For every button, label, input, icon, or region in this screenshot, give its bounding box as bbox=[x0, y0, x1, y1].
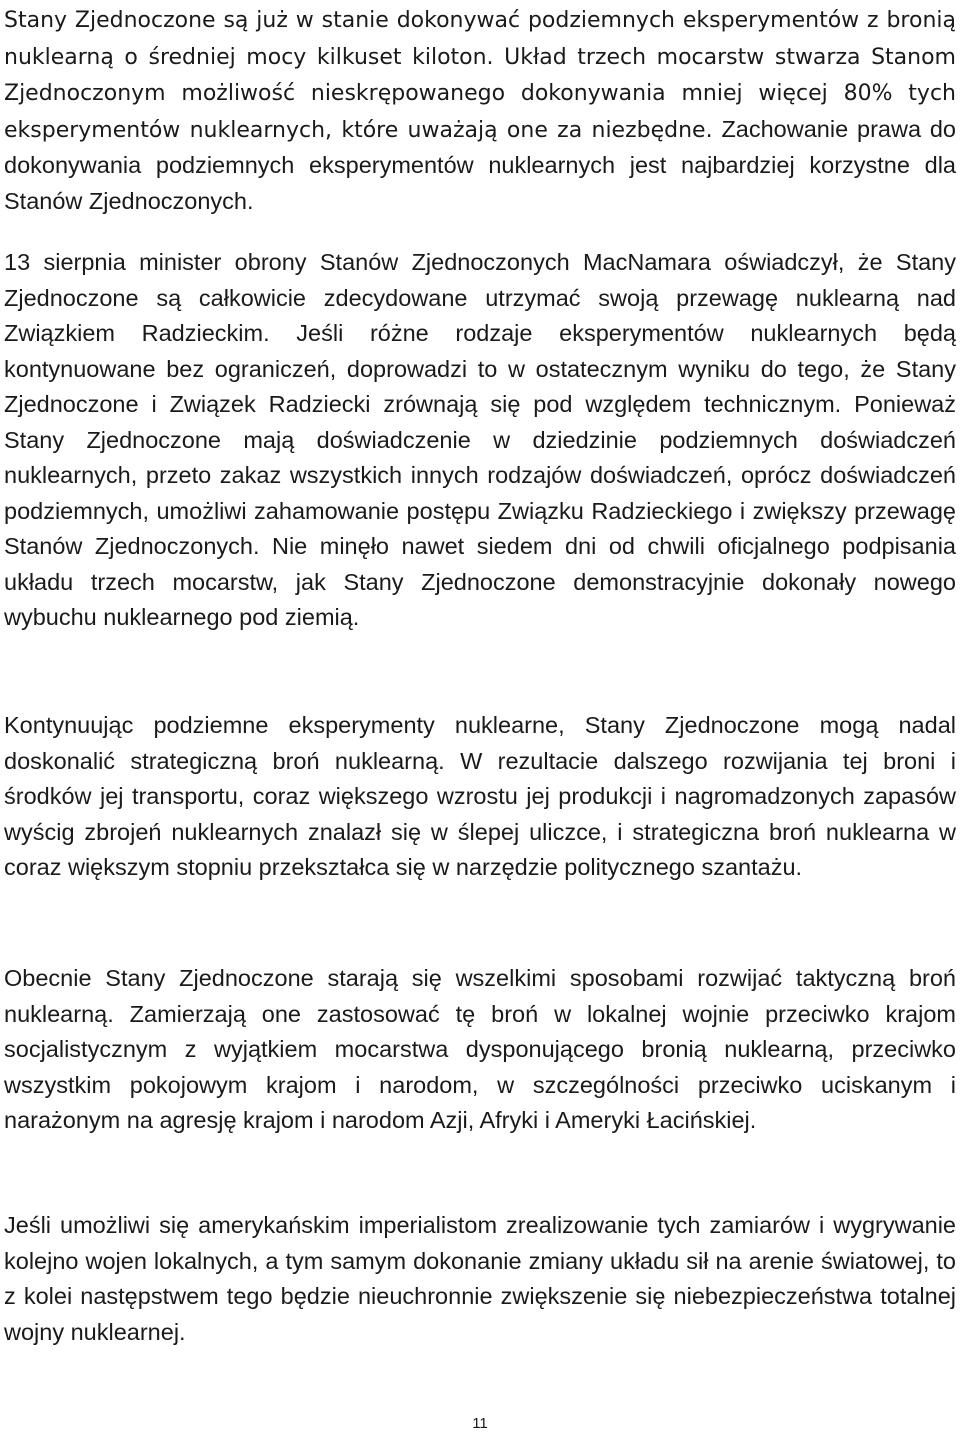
page-number: 11 bbox=[472, 1415, 488, 1432]
paragraph-1-sentence-group-1: Stany Zjednoczone są już w stanie dokonywać podziemnych eksperymentów z bronią nuklearną o średniej mocy kilkuset kiloton. Układ trzech mocarstw stwarza Stanom Zjednoczonym możliwość nieskrępowanego dokonywania mniej więcej 80% tych eksperymentów nuklearnych, które uważają one za niezbędne. bbox=[4, 8, 956, 143]
paragraph-2-sentence-group-2: Jeśli różne rodzaje eksperymentów nuklearnych będą kontynuowane bez ograniczeń, doprowadzi to w ostatecznym wyniku do tego, że Stany Zjednoczone i Związek Radziecki zrównają się pod względem technicznym. Ponieważ Stany Zjednoczone mają doświadczenie w dziedzinie podziemnych doświadczeń nuklearnych, przeto zakaz wszystkich innych rodzajów doświadczeń, oprócz doświadczeń podziemnych, umożliwi zahamowanie postępu Związku Radzieckiego i zwiększy przewagę Stanów Zjednoczonych. Nie minęło nawet siedem dni od chwili oficjalnego podpisania układu trzech mocarstw, jak Stany Zjednoczone demonstracyjnie dokonały nowego wybuchu nuklearnego pod ziemią. bbox=[4, 320, 956, 630]
paragraph-5-text: Jeśli umożliwi się amerykańskim imperialistom zrealizowanie tych zamiarów i wygrywanie kolejno wojen lokalnych, a tym samym dokonanie zmiany układu sił na arenie światowej, to z kolei następstwem tego będzie nieuchronnie zwiększenie się niebezpieczeństwa totalnej wojny nuklearnej. bbox=[4, 1212, 956, 1345]
paragraph-5 bbox=[4, 1208, 956, 1350]
paragraph-1-sentence-group-2: Zachowanie prawa do dokonywania podziemnych eksperymentów nuklearnych jest najbardziej korzystne dla Stanów Zjednoczonych. bbox=[4, 115, 956, 214]
paragraph-3-text: Kontynuując podziemne eksperymenty nuklearne, Stany Zjednoczone mogą nadal doskonalić strategiczną broń nuklearną. W rezultacie dalszego rozwijania tej broni i środków jej transportu, coraz większego wzrostu jej produkcji i nagromadzonych zapasów wyścig zbrojeń nuklearnych znalazł się w ślepej uliczce, i strategiczna broń nuklearna w coraz większym stopniu przekształca się w narzędzie politycznego szantażu. bbox=[4, 712, 956, 880]
paragraph-3 bbox=[4, 708, 956, 886]
paragraph-4 bbox=[4, 961, 956, 1139]
paragraph-4-text: Obecnie Stany Zjednoczone starają się wszelkimi sposobami rozwijać taktyczną broń nuklearną. Zamierzają one zastosować tę broń w lokalnej wojnie przeciwko krajom socjalistycznym z wyjątkiem mocarstwa dysponującego bronią nuklearną, przeciwko wszystkim pokojowym krajom i narodom, w szczególności przeciwko uciskanym i narażonym na agresję krajom i narodom Azji, Afryki i Ameryki Łacińskiej. bbox=[4, 965, 956, 1133]
paragraph-2-sentence-group-1: 13 sierpnia minister obrony Stanów Zjednoczonych MacNamara oświadczył, że Stany Zjednoczone są całkowicie zdecydowane utrzymać swoją przewagę nuklearną nad Związkiem Radzieckim. bbox=[4, 249, 956, 346]
paragraph-1 bbox=[4, 2, 956, 219]
paragraph-2 bbox=[4, 245, 956, 636]
